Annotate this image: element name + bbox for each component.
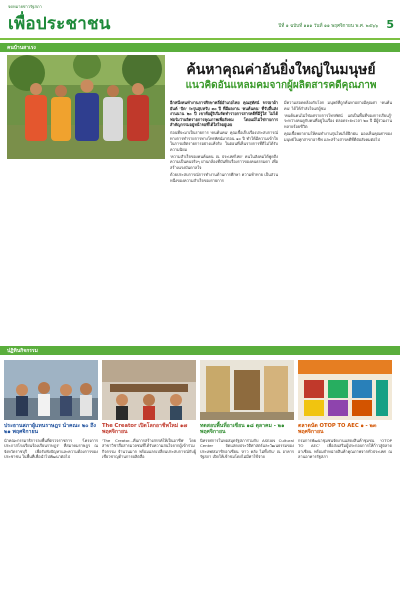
news-photo-3 xyxy=(200,360,294,420)
news-body-1: นำคณะกรรมาธิการลงพื้นที่ตรวจราชการ 'โครงการประภาสโรงเรียนร้องเรียนราษฎร' ที่สมาคมราษฎร ณ จังหวัดราชบุรี เพื่อรับฟังปัญหาและความต้องการของประชาชน ในพื้นที่เพื่อนำไปพัฒนาต่อไป xyxy=(4,437,98,460)
feature-paragraph: คุณเชื้อพยายามให้คนทำงานรุ่นใหม่ได้ฝึกฝน มองเห็นคุณค่าของมนุษย์ในทุกสาขาอาชีพ และสร้างสารคดีที่ดีต่อสังคมต่อไป xyxy=(284,130,392,142)
news-photo-4 xyxy=(298,360,392,420)
feature-lead: อีกหนึ่งคนทำงานการศึกษาคลี่ย์อำเภอไทย คุณสุทัศน์ จรรยาผ้ายันต์ 'ปัด' ระรุนสุบหรับ ๓๐ ปี ที่มีผลงาน 'คนค้นคน' ที่รับสิ้นส่งงานนาน ๒๐ ปี เขาคือผู้ริเริ่มจัดทำรายการสารคดีที่มีรู้ใส่ ไม่ได้ฟอร์มว่าผลิตรายการคุณภาพเพื่อสังคม โดยแม้ไม่ใช่รายการสำคัญกรรมอยู่หน้าจอที่ได้ใสใจอยู่เลย xyxy=(170,100,278,128)
news-title-3: ทดสอบพื้นที่อาเซียน ๑๘ ตุลาคม - ๒๑ พฤศจิกายน xyxy=(200,423,285,436)
publication-title: เพื่อประชาชน xyxy=(8,14,111,34)
feature-paragraph: ก่อนที่จะมาเป็นรายการ 'คนค้นคน' คุณเชื้อเก็บเรื่องประสบการณ์ทางการทำรายการทางโทรทัศน์มาก่อน ๑๐ ปี ทำให้มีความเข้าใจในการผลิตรายการอย่างแท้จริง ในตอนที่เห็นรายการที่ดีไม่ได้รับความนิยม xyxy=(170,129,278,152)
feature-paragraph: 'ความสำเร็จของคนค้นคน ณ ประเทศไทย' คนในสังคมได้พูดถึงความเป็นคนจริงๆ ผ่านกล้องที่บันทึกเรื่องราวของคนธรรมดา เพื่อสร้างแรงบันดาลใจ xyxy=(170,153,278,171)
news-card-3 xyxy=(200,360,294,584)
feature-title: ค้นหาคุณค่าอันยิ่งใหญ่ในมนุษย์ xyxy=(186,62,376,78)
news-body-3: นิทรรศการในหอสมุดรัฐสภาร่วมกับ ASEAN Cultural Center จัดแสดงประวัติศาสตร์และวัฒนธรรมของประเทศสมาชิกอาเซียน 'ลาว คลัง ไม่ทิ้งกัน' ณ อาคารรัฐสภา เปิดให้เข้าชมโดยไม่มีค่าใช้จ่าย xyxy=(200,437,294,460)
news-photo-2 xyxy=(102,360,196,420)
page-number: 5 xyxy=(386,18,394,31)
news-photo-1 xyxy=(4,360,98,420)
section-label-feature: คนบ้านสาเรง xyxy=(7,45,36,51)
news-card-2 xyxy=(102,360,196,584)
feature-paragraph: มีความสอดคล้องกับโลก มนุษย์ที่ถูกค้นหาอย่างมีคุณค่า 'คนค้นคน' ได้ให้กำลังใจแก่ผู้ชม xyxy=(284,100,392,111)
news-title-2: The Creator เปิดโลกอาชีพใหม่ ๑๗ พฤศจิกายน xyxy=(102,423,188,436)
masthead xyxy=(0,0,400,40)
section-label-calendar: ปฏิทินกิจกรรม xyxy=(7,348,38,354)
news-body-4: กรมการพัฒนาชุมชนจัดงานแสดงสินค้าชุมชน 'OTOP TO AEC' เพื่อส่งเสริมผู้ประกอบการให้ก้าวสู่ตลาดอาเซียน พร้อมจำหน่ายสินค้าคุณภาพจากทั่วประเทศ ณ ลานอาคารรัฐสภา xyxy=(298,437,392,460)
feature-paragraph: 'คนค้นคนไม่ใช่แค่รายการโทรทัศน์ แต่เป็นพื้นที่ของการเรียนรู้' ระหว่างคนดูกับคนที่อยู่ในเรื่อง ตลอดระยะเวลา ๒๐ ปี มีผู้ร่วมงานหลายร้อยชีวิต xyxy=(284,112,392,129)
feature-photo xyxy=(7,55,165,159)
news-card-4 xyxy=(298,360,392,584)
section-bar-feature xyxy=(0,43,400,52)
feature-paragraph: ด้วยประสบการณ์การทำงานด้านการศึกษา ความท้าทาย เป็นส่วนหนึ่งของความสำเร็จของรายการ xyxy=(170,172,278,183)
section-bar-calendar xyxy=(0,346,400,355)
masthead-kicker: จดหมายข่าวรัฐสภา xyxy=(8,4,42,9)
feature-subtitle: แนวคิดอันแหลมคมจากผู้ผลิตสารคดีคุณภาพ xyxy=(185,80,377,91)
feature-column-2 xyxy=(284,100,392,340)
news-card-1 xyxy=(4,360,98,584)
issue-line: ปีที่ ๑ ฉบับที่ ๑๑๑ วันที่ ๑๑ พฤศจิกายน พ.ศ. ๒๕๖๖ xyxy=(278,24,378,29)
news-body-2: 'The Creator...คืนการสร้างสรรค์ให้เป็นอาชีพ' โดยสาขาวิชาสื่อสารมวลชนที่ได้รับความสนใจจากผู้เข้าร่วมกิจกรรม จำนวนมาก พร้อมแลกเปลี่ยนประสบการณ์กับผู้เชี่ยวชาญด้านการผลิตสื่อ xyxy=(102,437,196,460)
feature-column-1 xyxy=(170,100,278,340)
news-title-1: ประธานสภาผู้แทนราษฎร นำคณะ ๒๐ ถึง ๒๑ พฤศจิกายน xyxy=(4,423,96,436)
news-title-4: ตลาดนัด OTOP TO AEC ๑ - ๒๓ พฤศจิกายน xyxy=(298,423,377,436)
